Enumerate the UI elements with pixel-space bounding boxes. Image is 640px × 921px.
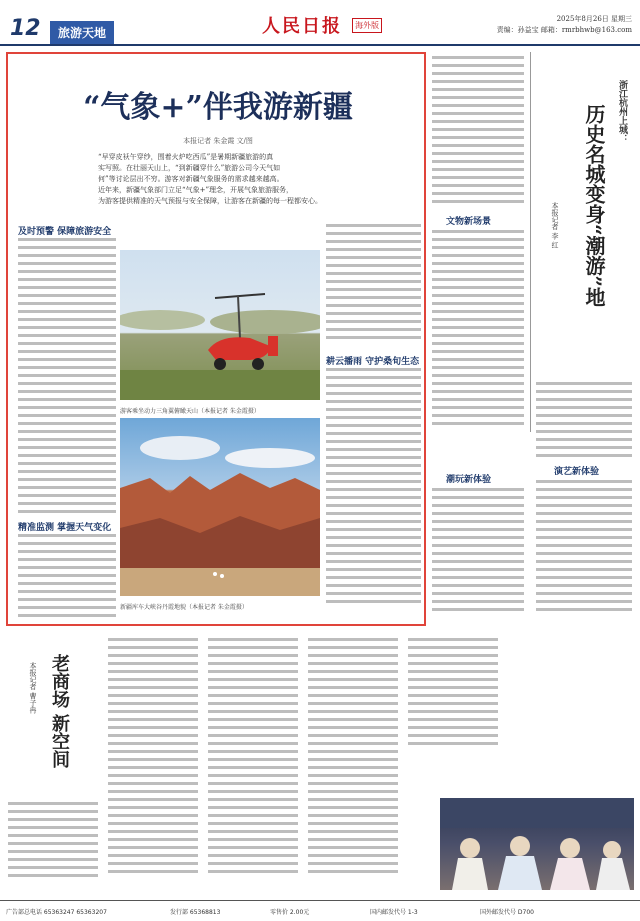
right-text-column-2	[432, 230, 524, 430]
footer-distribution: 发行部 65368813	[170, 909, 221, 916]
lower-text-column-4	[408, 638, 498, 750]
lower-vertical-title: 老商场 新空间	[49, 654, 70, 769]
column-divider	[530, 52, 531, 432]
canyon-illustration	[120, 418, 320, 596]
right-article	[432, 52, 634, 626]
footer-domestic-code: 国内邮发代号 1-3	[370, 909, 418, 916]
lower-text-column-0	[8, 802, 98, 882]
feature-byline: 本报记者 朱金霞 文/图	[183, 137, 253, 145]
footer-price: 零售价 2.00元	[270, 909, 310, 916]
lead-line: 近年来，新疆气象部门立足“气象+”理念，开展气象旅游服务，	[98, 186, 294, 194]
right-text-column-4	[536, 382, 632, 462]
footer-bar	[0, 900, 640, 921]
masthead	[0, 0, 640, 46]
lead-line: 实写照。在壮丽天山上，“到新疆穿什么”旅游公司今天气如	[98, 164, 281, 172]
right-section-heading-2: 潮玩新体验	[446, 475, 492, 485]
paper-edition-seal: 海外版	[352, 18, 382, 33]
photo1-caption: 游客乘坐动力三角翼俯瞰天山（本报记者 朱金霞摄）	[120, 408, 260, 415]
performance-illustration	[440, 798, 634, 890]
feature-lead	[98, 152, 338, 207]
lead-line: “早穿皮袄午穿纱，围着火炉吃西瓜”是暑期新疆旅游的真	[98, 153, 274, 161]
feature-article	[6, 52, 426, 626]
editors-line: 责编：孙益宝 邮箱：rmrbhwb@163.com	[496, 26, 632, 34]
section-heading-monitor: 精准监测 掌握天气变化	[18, 523, 112, 533]
gyroplane-illustration	[120, 250, 320, 400]
lower-article	[0, 632, 640, 894]
photo-canyon	[120, 418, 320, 596]
feature-title: “气象+”伴我游新疆	[83, 90, 353, 125]
right-text-column-5	[536, 480, 632, 616]
text-column-1	[18, 238, 116, 518]
photo-performance	[440, 798, 634, 890]
right-reporter: 本报记者 李 红	[551, 202, 559, 249]
section-heading-warning: 及时预警 保障旅游安全	[18, 227, 112, 237]
lead-line: 何”等讨论层出不穷。游客对新疆气象服务的需求越来越高。	[98, 175, 284, 183]
paper-name-logo: 人民日报	[262, 16, 342, 37]
footer-ad-phone: 广告部总电话 65363247 65363207	[6, 909, 107, 916]
right-section-heading-3: 演艺新体验	[554, 467, 600, 477]
right-vertical-title: 历史名城变身“潮游”地	[582, 104, 606, 308]
text-column-2b	[326, 368, 421, 608]
region-label: 浙江杭州上城：	[617, 80, 627, 143]
footer-foreign-code: 国外邮发代号 D700	[480, 909, 534, 916]
section-heading-cloud: 耕云播雨 守护桑旬生态	[326, 357, 420, 367]
lower-text-column-1	[108, 638, 198, 878]
photo-gyroplane	[120, 250, 320, 400]
page-number: 12	[10, 16, 41, 41]
issue-date: 2025年8月26日 星期三	[556, 15, 632, 23]
right-text-column-3	[432, 488, 524, 616]
text-column-2	[326, 224, 421, 344]
photo2-caption: 新疆库车大峡谷丹霞地貌（本报记者 朱金霞摄）	[120, 604, 248, 611]
lower-text-column-2	[208, 638, 298, 878]
right-section-heading-1: 文物新场景	[446, 217, 492, 227]
section-tag: 旅游天地	[50, 21, 114, 44]
date-line	[497, 14, 632, 36]
lower-text-column-3	[308, 638, 398, 878]
lower-reporter: 本报记者 曹子冉	[29, 662, 37, 714]
right-text-column-1	[432, 56, 524, 208]
text-column-1b	[18, 534, 116, 622]
lead-line: 为游客提供精准的天气预报与安全保障，让游客在新疆的每一程都安心。	[98, 197, 322, 205]
